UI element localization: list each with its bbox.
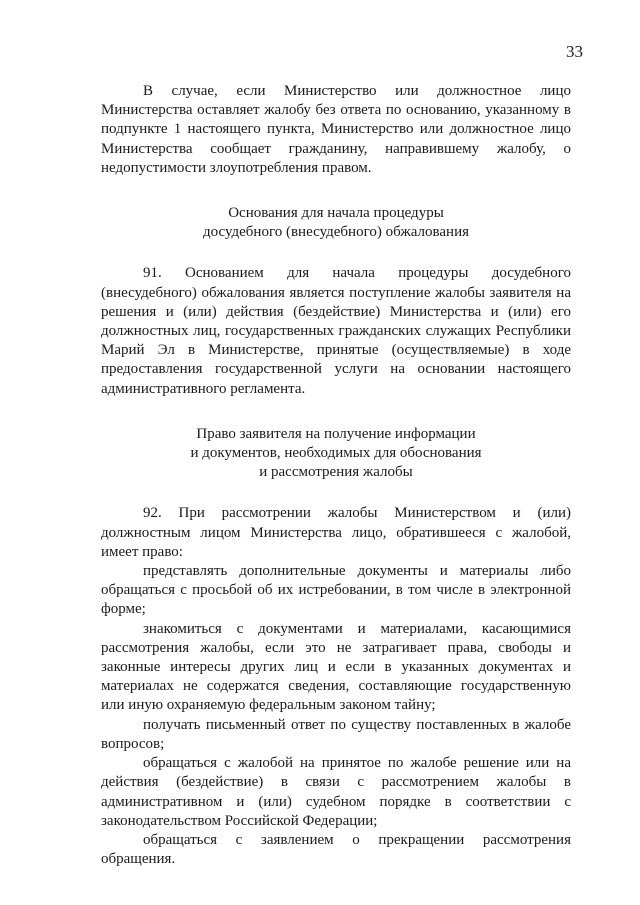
document-body [101, 82, 571, 869]
page-number: 33 [566, 42, 583, 61]
right-item: знакомиться с документами и материалами, касающимися рассмотрения жалобы, если это не затрагивает права, свободы и законные интересы других лиц и если в указанных документах и материалах не содержатся сведения, составляющие государственную или иную охраняемую федеральным законом тайну; [101, 620, 571, 714]
heading-line: и документов, необходимых для обоснования [190, 445, 482, 462]
heading-line: Основания для начала процедуры [228, 205, 444, 222]
heading-line: и рассмотрения жалобы [259, 464, 413, 481]
right-item: обращаться с заявлением о прекращении рассмотрения обращения. [101, 831, 571, 868]
right-item: получать письменный ответ по существу поставленных в жалобе вопросов; [101, 716, 571, 752]
right-item: представлять дополнительные документы и материалы либо обращаться с просьбой об их истребовании, в том числе в электронной форме; [101, 563, 571, 618]
section-heading-grounds [101, 204, 571, 242]
heading-line: досудебного (внесудебного) обжалования [202, 224, 469, 241]
paragraph-91: 91. Основанием для начала процедуры досудебного (внесудебного) обжалования является поступление жалобы заявителя на решения и (или) действия (бездействие) Министерства и (или) его должностных лиц, государственных гражданских служащих Республики Марий Эл в Министерстве, принятые (осуществляемые) в ходе предоставления государственной услуги на основании настоящего административного регламента. [101, 265, 571, 397]
paragraph-92: 92. При рассмотрении жалобы Министерством и (или) должностным лицом Министерства лицо, обратившееся с жалобой, имеет право: [101, 505, 571, 560]
heading-line: Право заявителя на получение информации [196, 425, 476, 442]
right-item: обращаться с жалобой на принятое по жалобе решение или на действия (бездействие) в связи с рассмотрением жалобы в административном и (или) судебном порядке в соответствии с законодательством Российской Федерации; [101, 755, 571, 829]
intro-paragraph: В случае, если Министерство или должностное лицо Министерства оставляет жалобу без ответа по основанию, указанному в подпункте 1 настоящего пункта, Министерство или должностное лицо Министерства сообщает гражданину, направившему жалобу, о недопустимости злоупотребления правом. [101, 83, 571, 176]
section-heading-rights [101, 425, 571, 483]
